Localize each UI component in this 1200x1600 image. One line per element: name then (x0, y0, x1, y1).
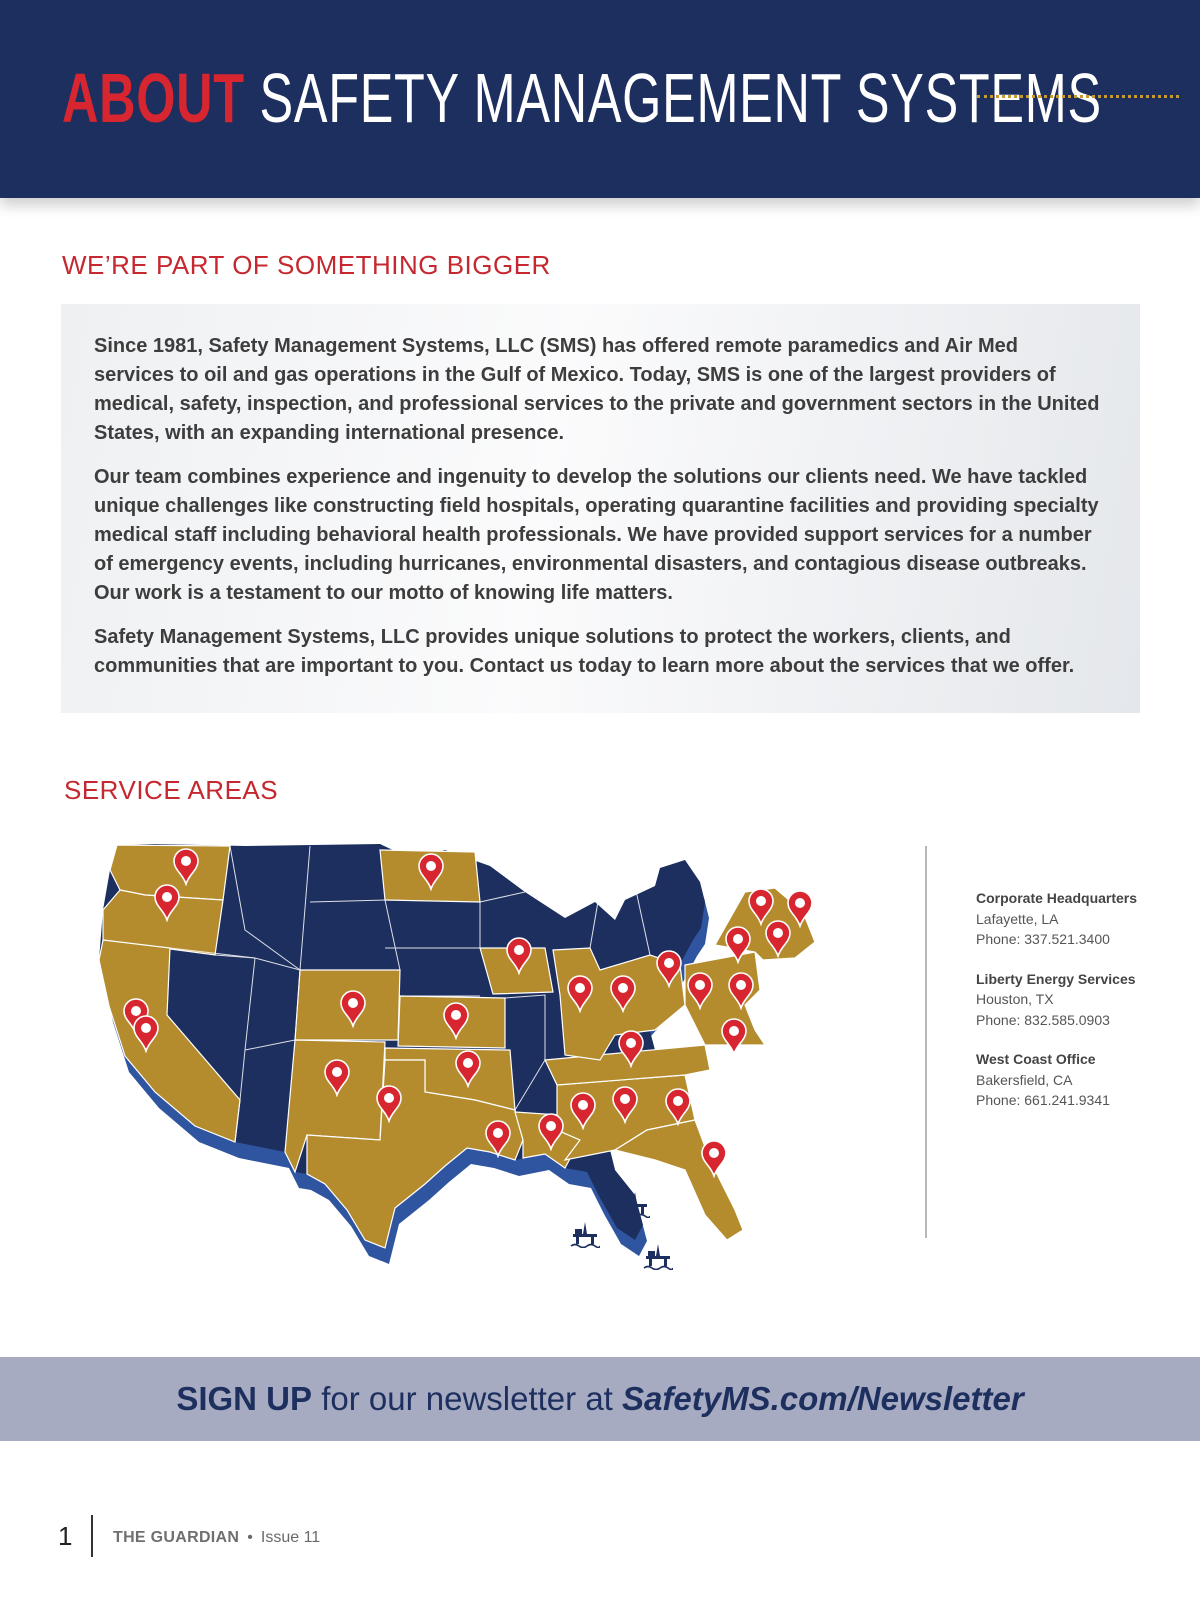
office-location: Lafayette, LA (976, 910, 1059, 927)
header-dotted-rule (977, 95, 1179, 98)
office-phone[interactable]: Phone: 661.241.9341 (976, 1092, 1110, 1108)
newsletter-link[interactable]: SafetyMS.com/Newsletter (622, 1380, 1024, 1417)
about-paragraph-2: Our team combines experience and ingenuity to develop the solutions our clients need. We have tackled unique challenges like constructing field hospitals, operating quarantine facilities and providing specialty medical staff including behavioral health professionals. We have provided support services for a number of emergency events, including hurricanes, environmental disasters, and contagious disease outbreaks. Our work is a testament to our motto of knowing life matters. (94, 466, 1099, 604)
map-pin-icon[interactable] (722, 1019, 746, 1054)
offshore-rig-icon (571, 1222, 600, 1248)
page-number: 1 (58, 1521, 73, 1551)
newsletter-banner (0, 1357, 1200, 1441)
footer-bullet: • (247, 1529, 253, 1546)
us-service-map (95, 830, 885, 1290)
newsletter-cta: SIGN UP (176, 1380, 313, 1417)
office-corporate-hq (976, 888, 1196, 950)
page-header (0, 0, 1200, 198)
about-text-box (61, 304, 1140, 713)
office-list (976, 888, 1196, 1130)
about-paragraph-3: Safety Management Systems, LLC provides unique solutions to protect the workers, clients, and communities that are important to you. Contact us today to learn more about the services that we offer. (94, 626, 1075, 677)
service-areas-heading: SERVICE AREAS (64, 775, 279, 805)
about-heading: WE’RE PART OF SOMETHING BIGGER (62, 250, 551, 280)
office-name: Liberty Energy Services (976, 970, 1136, 987)
us-map-graphic (95, 830, 885, 1290)
issue-number: Issue 11 (260, 1529, 321, 1546)
office-west-coast (976, 1049, 1196, 1111)
office-phone[interactable]: Phone: 832.585.0903 (976, 1011, 1110, 1028)
office-location: Bakersfield, CA (976, 1071, 1073, 1088)
publication-name: THE GUARDIAN (113, 1529, 240, 1546)
offices-divider (925, 846, 927, 1238)
office-location: Houston, TX (976, 991, 1054, 1007)
title-accent: ABOUT (62, 59, 245, 137)
title-rest: SAFETY MANAGEMENT SYSTEMS (259, 59, 1102, 137)
footer-divider (91, 1515, 93, 1557)
page-title (62, 58, 1102, 138)
about-paragraph-1: Since 1981, Safety Management Systems, LLC (SMS) has offered remote paramedics and Air Med services to oil and gas operations in the Gulf of Mexico. Today, SMS is one of the largest providers of medical, safety, inspection, and professional services to the private and government sectors in the United States, with an expanding international presence. (94, 335, 1100, 444)
newsletter-text: for our newsletter at (321, 1380, 613, 1417)
office-liberty-energy (976, 969, 1196, 1031)
footer-publication (113, 1529, 320, 1547)
office-name: Corporate Headquarters (976, 890, 1138, 906)
office-phone[interactable]: Phone: 337.521.3400 (976, 931, 1110, 947)
office-name: West Coast Office (976, 1051, 1096, 1067)
offshore-rig-icon (644, 1244, 673, 1270)
